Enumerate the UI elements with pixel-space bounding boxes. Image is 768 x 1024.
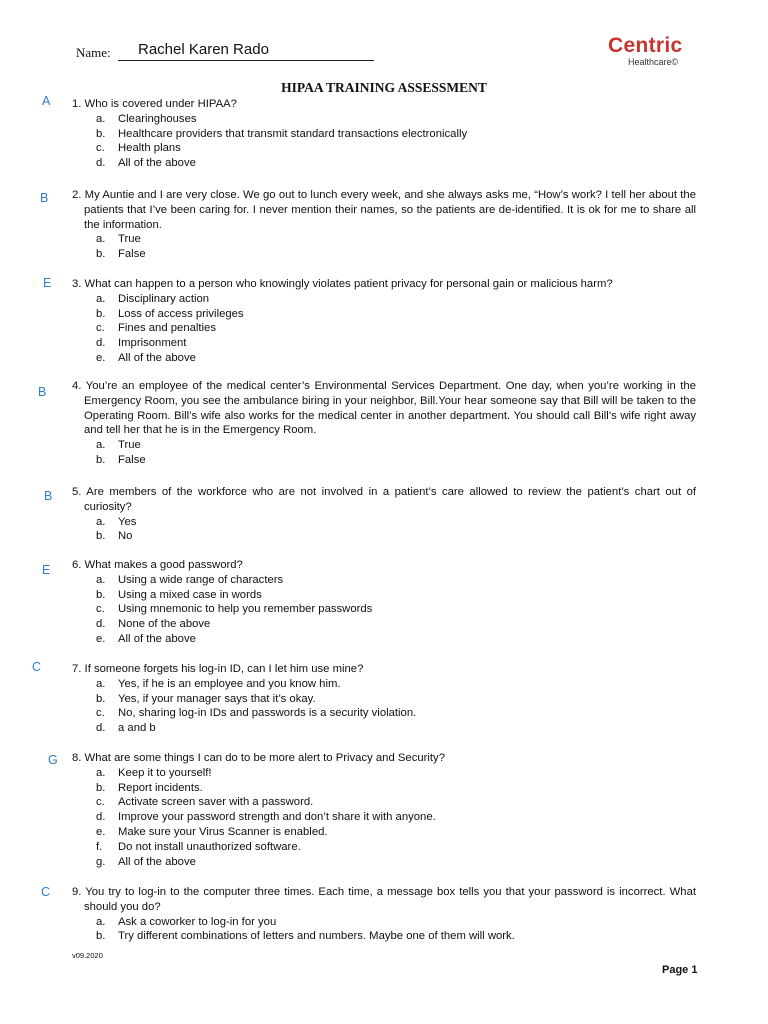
- option-letter: b.: [96, 127, 106, 140]
- option-letter: e.: [96, 632, 106, 645]
- option-list: [72, 232, 696, 262]
- option-letter: c.: [96, 142, 105, 155]
- name-value: Rachel Karen Rado: [138, 41, 269, 58]
- option-letter: d.: [96, 811, 106, 824]
- option-text: True: [118, 439, 141, 452]
- logo-subtitle: Healthcare©: [628, 57, 679, 67]
- question-stem: 2. My Auntie and I are very close. We go out to lunch every week, and she always asks me, “How’s work? I tell her about the patients that I’ve been caring for. I never mention their names, so the patients are de-identified. It is ok for me to share all the information.: [72, 189, 696, 231]
- option-text: All of the above: [118, 351, 196, 364]
- option-item: [72, 141, 696, 156]
- option-letter: b.: [96, 307, 106, 320]
- option-letter: c.: [96, 603, 105, 616]
- answer-mark: G: [48, 753, 58, 767]
- option-letter: b.: [96, 781, 106, 794]
- option-list: [72, 292, 696, 366]
- option-item: [72, 247, 696, 262]
- option-letter: a.: [96, 515, 106, 528]
- option-item: [72, 692, 696, 707]
- option-item: [72, 127, 696, 142]
- option-text: Yes, if he is an employee and you know him.: [118, 677, 341, 690]
- option-item: [72, 307, 696, 322]
- question-9: [72, 885, 696, 944]
- option-text: Try different combinations of letters and numbers. Maybe one of them will work.: [118, 930, 515, 943]
- option-item: [72, 292, 696, 307]
- question-7: [72, 662, 696, 736]
- option-text: a and b: [118, 722, 156, 735]
- option-item: [72, 573, 696, 588]
- option-letter: e.: [96, 825, 106, 838]
- option-text: Make sure your Virus Scanner is enabled.: [118, 825, 328, 838]
- option-text: Activate screen saver with a password.: [118, 796, 314, 809]
- answer-mark: A: [42, 94, 51, 108]
- option-text: Healthcare providers that transmit standard transactions electronically: [118, 127, 468, 140]
- option-item: [72, 929, 696, 944]
- option-item: [72, 632, 696, 647]
- option-item: [72, 810, 696, 825]
- option-letter: a.: [96, 573, 106, 586]
- option-text: Loss of access privileges: [118, 307, 244, 320]
- question-1: [72, 97, 696, 171]
- option-letter: a.: [96, 677, 106, 690]
- option-item: [72, 321, 696, 336]
- option-letter: a.: [96, 766, 106, 779]
- option-item: [72, 721, 696, 736]
- option-item: [72, 795, 696, 810]
- option-item: [72, 453, 696, 468]
- option-item: [72, 766, 696, 781]
- question-stem: 9. You try to log-in to the computer three times. Each time, a message box tells you that your password is incorrect. What should you do?: [72, 886, 696, 913]
- option-text: No: [118, 530, 133, 543]
- option-list: [72, 677, 696, 736]
- option-letter: a.: [96, 439, 106, 452]
- option-text: Improve your password strength and don’t share it with anyone.: [118, 811, 436, 824]
- option-text: True: [118, 233, 141, 246]
- answer-mark: B: [44, 489, 53, 503]
- question-stem: 3. What can happen to a person who knowingly violates patient privacy for personal gain or malicious harm?: [72, 278, 613, 290]
- option-list: [72, 915, 696, 945]
- option-letter: c.: [96, 796, 105, 809]
- option-text: False: [118, 248, 146, 261]
- option-list: [72, 112, 696, 171]
- option-text: All of the above: [118, 632, 196, 645]
- option-item: [72, 915, 696, 930]
- option-item: [72, 112, 696, 127]
- version-label: v09.2020: [72, 951, 103, 960]
- option-item: [72, 588, 696, 603]
- option-text: False: [118, 453, 146, 466]
- question-stem: 1. Who is covered under HIPAA?: [72, 98, 237, 110]
- option-letter: b.: [96, 530, 106, 543]
- answer-mark: B: [38, 385, 47, 399]
- answer-mark: E: [42, 563, 51, 577]
- option-text: Health plans: [118, 142, 181, 155]
- option-letter: d.: [96, 722, 106, 735]
- question-stem: 4. You’re an employee of the medical center’s Environmental Services Department. One day, when you’re working in the Emergency Room, you see the ambulance biring in your neighbor, Bill.Your hear someone say that Bill will be taken to the Operating Room. Bill’s wife also works for the medical center in another department. You should call Bill’s wife right away and tell her that he is in the Emergency Room.: [72, 380, 696, 437]
- option-item: [72, 706, 696, 721]
- name-field[interactable]: [118, 41, 374, 61]
- option-letter: g.: [96, 855, 106, 868]
- option-letter: d.: [96, 618, 106, 631]
- question-4: [72, 379, 696, 468]
- option-item: [72, 529, 696, 544]
- option-text: Ask a coworker to log-in for you: [118, 915, 277, 928]
- option-letter: b.: [96, 588, 106, 601]
- option-text: All of the above: [118, 157, 196, 170]
- option-item: [72, 602, 696, 617]
- option-list: [72, 515, 696, 545]
- option-letter: b.: [96, 453, 106, 466]
- question-8: [72, 751, 696, 869]
- option-item: [72, 825, 696, 840]
- option-text: Keep it to yourself!: [118, 766, 212, 779]
- option-item: [72, 840, 696, 855]
- option-letter: a.: [96, 292, 106, 305]
- question-3: [72, 277, 696, 366]
- logo-wordmark: Centric: [608, 34, 683, 57]
- option-item: [72, 677, 696, 692]
- option-letter: b.: [96, 692, 106, 705]
- option-list: [72, 766, 696, 870]
- question-5: [72, 485, 696, 544]
- option-text: Do not install unauthorized software.: [118, 840, 301, 853]
- option-item: [72, 438, 696, 453]
- question-stem: 7. If someone forgets his log-in ID, can I let him use mine?: [72, 663, 364, 675]
- option-item: [72, 232, 696, 247]
- option-letter: c.: [96, 322, 105, 335]
- option-letter: e.: [96, 351, 106, 364]
- option-list: [72, 438, 696, 468]
- option-letter: c.: [96, 707, 105, 720]
- option-text: Yes, if your manager says that it’s okay.: [118, 692, 316, 705]
- option-text: Using mnemonic to help you remember passwords: [118, 603, 373, 616]
- option-text: Disciplinary action: [118, 292, 210, 305]
- option-letter: b.: [96, 248, 106, 261]
- option-item: [72, 781, 696, 796]
- option-text: Imprisonment: [118, 337, 187, 350]
- option-item: [72, 855, 696, 870]
- page-number: Page 1: [662, 964, 698, 976]
- option-text: Using a wide range of characters: [118, 573, 284, 586]
- document-title: HIPAA TRAINING ASSESSMENT: [281, 80, 487, 95]
- option-text: Fines and penalties: [118, 322, 216, 335]
- option-item: [72, 515, 696, 530]
- option-item: [72, 336, 696, 351]
- option-text: Clearinghouses: [118, 112, 197, 125]
- question-stem: 8. What are some things I can do to be more alert to Privacy and Security?: [72, 752, 445, 764]
- option-text: No, sharing log-in IDs and passwords is a security violation.: [118, 707, 417, 720]
- option-letter: f.: [96, 840, 103, 853]
- option-letter: a.: [96, 112, 106, 125]
- name-label: Name:: [76, 45, 111, 60]
- question-6: [72, 558, 696, 647]
- option-item: [72, 156, 696, 171]
- question-stem: 5. Are members of the workforce who are not involved in a patient’s care allowed to review the patient’s chart out of curiosity?: [72, 486, 696, 513]
- answer-mark: B: [40, 191, 49, 205]
- option-item: [72, 617, 696, 632]
- option-text: None of the above: [118, 618, 211, 631]
- option-text: All of the above: [118, 855, 196, 868]
- question-stem: 6. What makes a good password?: [72, 559, 243, 571]
- name-row: [76, 40, 396, 62]
- option-letter: b.: [96, 930, 106, 943]
- answer-mark: C: [32, 660, 42, 674]
- option-letter: a.: [96, 233, 106, 246]
- option-letter: a.: [96, 915, 106, 928]
- answer-mark: C: [41, 885, 51, 899]
- centric-healthcare-logo: [608, 34, 698, 74]
- option-item: [72, 351, 696, 366]
- option-text: Report incidents.: [118, 781, 203, 794]
- option-text: Using a mixed case in words: [118, 588, 262, 601]
- question-2: [72, 188, 696, 262]
- option-text: Yes: [118, 515, 137, 528]
- option-list: [72, 573, 696, 647]
- option-letter: d.: [96, 157, 106, 170]
- option-letter: d.: [96, 337, 106, 350]
- answer-mark: E: [43, 276, 52, 290]
